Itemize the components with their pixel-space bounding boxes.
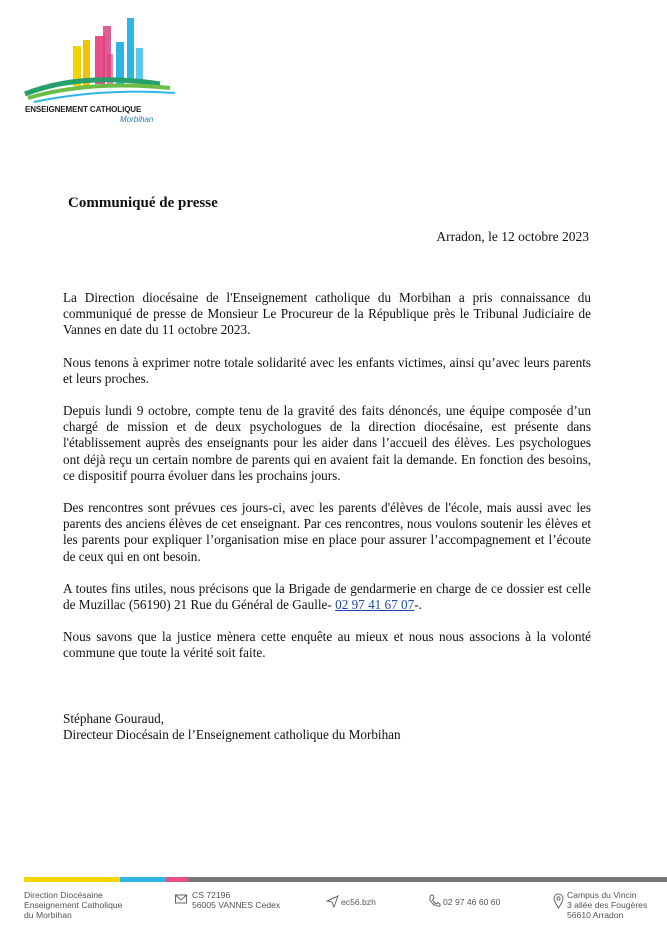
footer-color-bar bbox=[24, 877, 667, 882]
document-date: Arradon, le 12 octobre 2023 bbox=[436, 229, 589, 244]
footer-bar-grey bbox=[188, 877, 667, 882]
logo-graphic bbox=[20, 14, 180, 109]
paragraph-4: Des rencontres sont prévues ces jours-ci, avec les parents d'élèves de l'école, mais aussi avec les parents des anciens élèves de cet enseignant. Par ces rencontres, nous voulons soutenir les élèves et les parents pour expliquer l’organisation mise en place pour assurer l’accompagnement et l’écoute de ceux qui en ont besoin. bbox=[63, 500, 591, 564]
footer-website[interactable]: ec56.bzh bbox=[341, 897, 376, 907]
footer-postal-line: 56005 VANNES Cedex bbox=[192, 900, 281, 910]
footer-address-line: 3 allée des Fougères bbox=[567, 900, 648, 910]
paragraph-5 bbox=[63, 581, 591, 613]
footer-address bbox=[567, 890, 647, 920]
signature-role: Directeur Diocésain de l’Enseignement catholique du Morbihan bbox=[63, 727, 401, 743]
footer-bar-blue bbox=[120, 877, 166, 882]
location-pin-icon bbox=[553, 893, 564, 909]
signature-block bbox=[63, 711, 401, 743]
document-title: Communiqué de presse bbox=[68, 195, 218, 211]
phone-icon bbox=[428, 894, 441, 908]
footer-address-line: Campus du Vincin bbox=[567, 890, 637, 900]
footer-org-line: Enseignement Catholique bbox=[24, 900, 123, 910]
body-paragraphs-1 bbox=[63, 290, 591, 678]
logo-subtext: Morbihan bbox=[120, 115, 154, 124]
paragraph-6: Nous savons que la justice mènera cette enquête au mieux et nous nous associons à la volonté commune que toute la vérité soit faite. bbox=[63, 629, 591, 661]
phone-link[interactable]: 02 97 41 67 07 bbox=[335, 597, 415, 613]
footer-postal bbox=[192, 890, 280, 910]
paragraph-2: Nous tenons à exprimer notre totale solidarité avec les enfants victimes, ainsi qu’avec leurs parents et leurs proches. bbox=[63, 354, 591, 386]
envelope-icon bbox=[174, 892, 188, 906]
logo-text: ENSEIGNEMENT CATHOLIQUE bbox=[25, 105, 142, 114]
paragraph-3: Depuis lundi 9 octobre, compte tenu de la gravité des faits dénoncés, une équipe composée d’un chargé de mission et de deux psychologues de la direction diocésaine, est présente dans l'établissement auprès des enseignants pour les aider dans l’accueil des élèves. Les psychologues ont déjà reçu un certain nombre de parents qui en avaient fait la demande. En fonction des besoins, ce dispositif pourra évoluer dans les prochains jours. bbox=[63, 403, 591, 483]
footer-bar-yellow bbox=[24, 877, 120, 882]
footer-postal-line: CS 72196 bbox=[192, 890, 231, 900]
logo bbox=[20, 14, 180, 129]
paragraph-1: La Direction diocésaine de l'Enseignement catholique du Morbihan a pris connaissance du communiqué de presse de Monsieur Le Procureur de la République près le Tribunal Judiciaire de Vannes en date du 11 octobre 2023. bbox=[63, 290, 591, 338]
footer-org-line: Direction Diocésaine bbox=[24, 890, 103, 900]
footer-phone[interactable]: 02 97 46 60 60 bbox=[443, 897, 501, 907]
footer-organisation bbox=[24, 890, 122, 920]
footer bbox=[0, 890, 667, 936]
paragraph-5-text: A toutes fins utiles, nous précisons que la Brigade de gendarmerie en charge de ce dossier est celle de Muzillac (56190) 21 Rue du Général de Gaulle- bbox=[63, 580, 591, 613]
footer-address-line: 56610 Arradon bbox=[567, 910, 624, 920]
footer-org-line: du Morbihan bbox=[24, 910, 72, 920]
signature-name: Stéphane Gouraud, bbox=[63, 711, 165, 726]
paragraph-5-end: -. bbox=[414, 597, 422, 613]
send-icon bbox=[326, 895, 339, 908]
footer-bar-pink bbox=[166, 877, 188, 882]
